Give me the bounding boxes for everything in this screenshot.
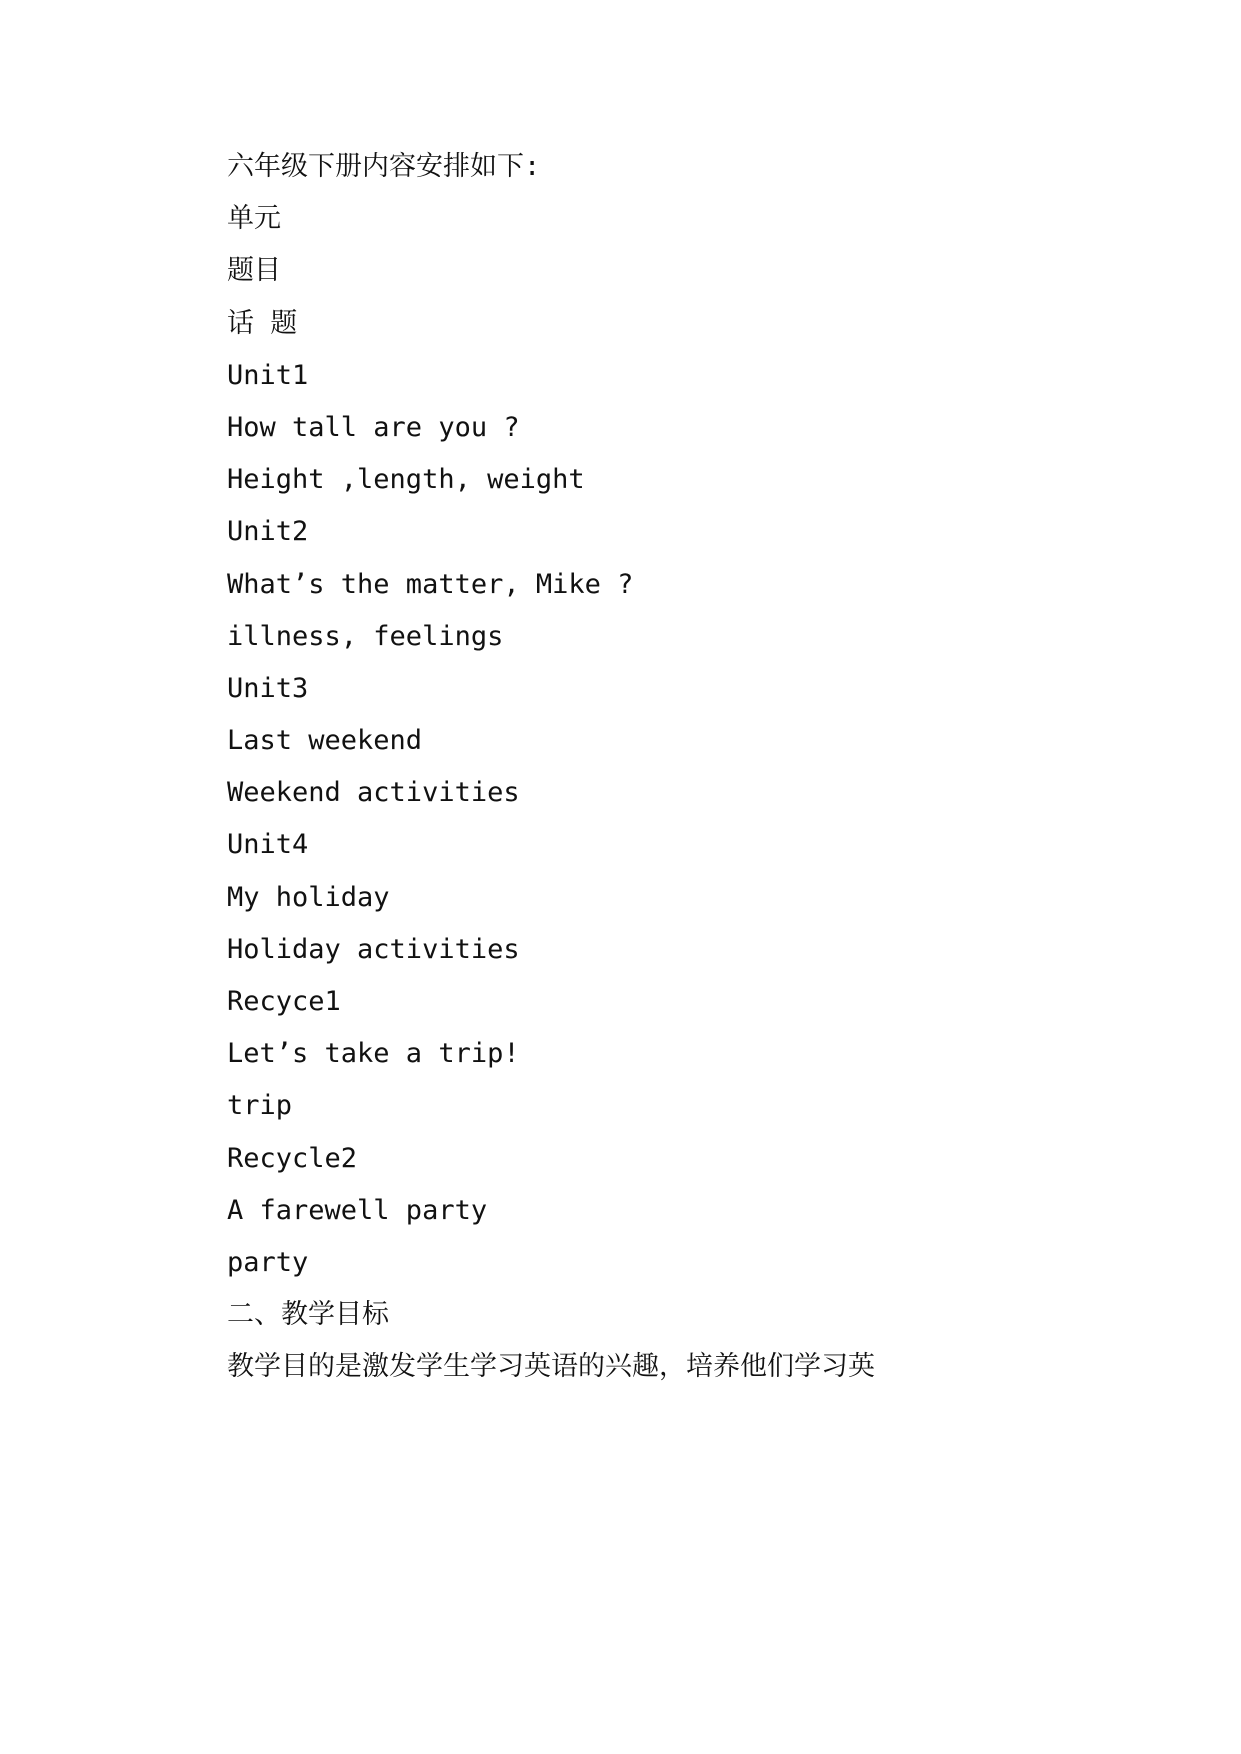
unit-label: Unit4 [227, 829, 309, 861]
unit-topic: party [227, 1246, 309, 1278]
unit-topic: Holiday activities [227, 933, 520, 965]
unit-topic: trip [227, 1090, 293, 1122]
unit-title: My holiday [227, 881, 390, 913]
column-header-title: 题目 [227, 255, 281, 287]
unit-topic: Weekend activities [227, 777, 520, 809]
unit-topic: illness, feelings [227, 620, 504, 652]
unit-topic: Height ,length, weight [227, 464, 585, 496]
unit-label: Unit1 [227, 359, 309, 391]
column-header-unit: 单元 [227, 203, 281, 235]
unit-title: How tall are you ? [227, 411, 520, 443]
unit-title: A farewell party [227, 1194, 488, 1226]
column-header-topic: 话 题 [227, 307, 298, 339]
unit-label: Recyce1 [227, 986, 341, 1017]
unit-title: Let’s take a trip! [227, 1038, 520, 1070]
body-paragraph: 教学目的是激发学生学习英语的兴趣，培养他们学习英 [227, 1351, 875, 1383]
document-body [227, 145, 875, 1398]
unit-label: Unit2 [227, 516, 309, 548]
intro-heading: 六年级下册内容安排如下: [227, 151, 541, 182]
section-heading: 二、教学目标 [227, 1299, 389, 1331]
unit-title: Last weekend [227, 725, 423, 757]
unit-title: What’s the matter, Mike ? [227, 568, 634, 600]
unit-label: Recycle2 [227, 1142, 358, 1174]
unit-label: Unit3 [227, 672, 309, 704]
